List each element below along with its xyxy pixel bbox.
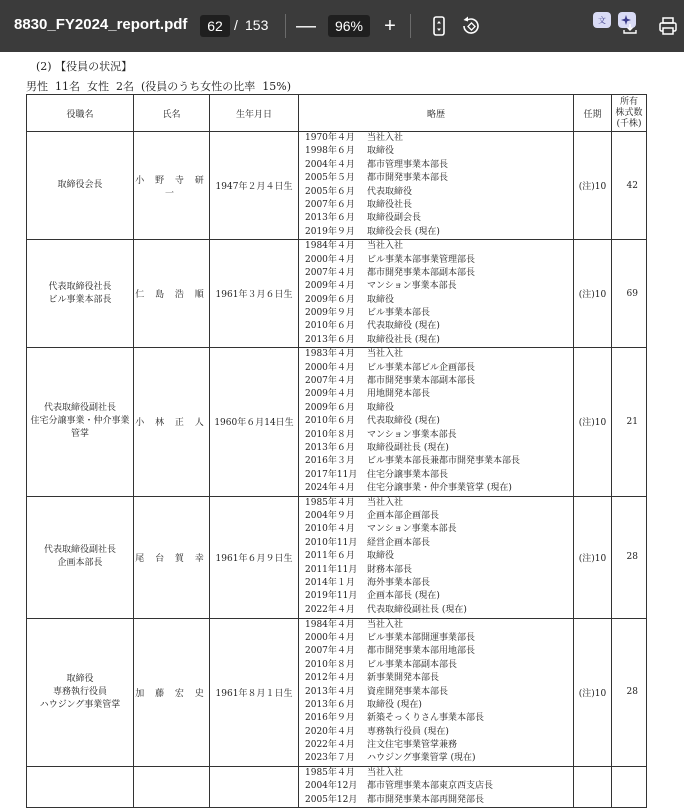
history-date: 1985年４月 [305,497,355,508]
history-event: 財務本部長 [367,564,413,575]
history-entry [305,320,573,333]
history-entry [305,767,573,780]
history-event: 取締役 [367,294,395,305]
role-line: ビル事業本部長 [48,294,112,305]
header-role: 役職名 [27,95,134,132]
history-event: 用地開発本部長 [367,389,431,400]
history-date: 2004年９月 [305,510,355,521]
svg-text:文: 文 [598,16,606,25]
cell-name: 仁 島 浩 順 [134,240,210,348]
history-event: 代表取締役 [367,186,413,197]
cell-history [299,132,574,240]
history-date: 1998年６月 [305,146,355,157]
history-entry [305,362,573,375]
history-event: 専務執行役員 (現在) [367,726,449,737]
history-entry [305,294,573,307]
history-date: 2004年12月 [305,781,358,792]
table-row [27,766,647,807]
history-event: 当社入社 [367,349,404,360]
history-entry [305,145,573,158]
history-entry [305,348,573,361]
history-event: ビル事業本部事業管理部長 [367,254,476,265]
cell-role [27,348,134,496]
history-date: 2022年４月 [305,604,355,615]
history-entry [305,186,573,199]
history-date: 2009年４月 [305,389,355,400]
toolbar-divider [410,14,411,38]
history-date: 2007年６月 [305,199,355,210]
history-entry [305,659,573,672]
cell-name: 小 林 正 人 [134,348,210,496]
history-event: 都市開発事業本部長 [367,173,449,184]
cell-birth-date [210,766,299,807]
history-entry [305,199,573,212]
history-date: 2019年９月 [305,226,355,237]
history-entry [305,699,573,712]
history-event: 都市開発事業本部副本部長 [367,267,476,278]
pdf-toolbar [0,0,684,52]
history-date: 2010年８月 [305,659,355,670]
cell-birth-date: 1961年８月１日生 [210,618,299,766]
cell-name: 尾 台 賀 幸 [134,496,210,618]
history-entry [305,442,573,455]
history-date: 2010年４月 [305,524,355,535]
history-event: 取締役会長 (現在) [367,226,440,237]
history-entry [305,267,573,280]
print-icon[interactable] [657,15,679,37]
history-date: 2011年11月 [305,564,358,575]
role-line: 専務執行役員 [52,686,107,697]
history-date: 2007年４月 [305,646,355,657]
history-entry [305,739,573,752]
cell-role [27,240,134,348]
history-date: 2010年11月 [305,537,358,548]
history-event: マンション事業本部長 [367,429,457,440]
history-date: 2013年４月 [305,686,355,697]
history-entry [305,415,573,428]
history-event: 資産開発事業本部長 [367,686,449,697]
history-date: 2012年４月 [305,673,355,684]
history-event: 当社入社 [367,619,404,630]
cell-term: (注)10 [574,132,612,240]
cell-shares: 21 [612,348,647,496]
cell-role [27,766,134,807]
history-event: 都市開発事業本部用地部長 [367,646,476,657]
history-date: 2007年４月 [305,267,355,278]
table-row [27,348,647,496]
history-event: 都市管理事業本部長 [367,159,449,170]
history-date: 1970年４月 [305,133,355,143]
history-entry [305,132,573,145]
history-date: 1985年４月 [305,767,355,778]
cell-birth-date: 1961年３月６日生 [210,240,299,348]
history-entry [305,375,573,388]
history-event: 取締役副社長 (現在) [367,442,449,453]
cell-term: (注)10 [574,496,612,618]
history-event: 新築そっくりさん事業本部長 [367,713,485,724]
cell-history [299,348,574,496]
history-date: 2024年４月 [305,483,355,494]
history-event: ビル事業本部開運事業部長 [367,632,476,643]
history-date: 2000年４月 [305,254,355,265]
history-date: 2014年１月 [305,577,355,588]
table-header-row [27,95,647,132]
page-number-input[interactable]: 62 [200,15,230,37]
history-entry [305,388,573,401]
history-event: 企画本部長 (現在) [367,591,440,602]
document-page [0,52,684,805]
history-date: 2005年５月 [305,173,355,184]
role-line: 代表取締役社長 [48,281,112,292]
history-date: 2007年４月 [305,376,355,387]
history-event: 新事業開発本部長 [367,673,440,684]
cell-role [27,618,134,766]
history-entry [305,550,573,563]
history-event: 都市管理事業本部東京西支店長 [367,781,494,792]
history-entry [305,280,573,293]
history-entry [305,726,573,739]
cell-role [27,496,134,618]
history-entry [305,686,573,699]
history-entry [305,604,573,617]
history-event: 取締役 [367,146,395,157]
history-entry [305,712,573,725]
cell-birth-date: 1961年６月９日生 [210,496,299,618]
page-separator: / [234,17,238,33]
history-entry [305,632,573,645]
history-event: 当社入社 [367,767,404,778]
history-entry [305,469,573,482]
history-date: 2010年６月 [305,321,355,332]
history-event: 取締役副会長 [367,213,422,224]
history-entry [305,212,573,225]
zoom-level-input[interactable]: 96% [328,15,370,37]
history-entry [305,672,573,685]
history-event: ハウジング事業管掌 (現在) [367,753,476,764]
history-date: 2013年６月 [305,699,355,710]
history-entry [305,564,573,577]
history-event: 取締役社長 (現在) [367,334,440,345]
history-event: 取締役 [367,551,395,562]
download-icon[interactable] [622,22,644,44]
history-entry [305,537,573,550]
cell-history [299,766,574,807]
cell-shares: 28 [612,618,647,766]
history-date: 2000年４月 [305,362,355,373]
history-entry [305,780,573,793]
section-heading: (2) 【役員の状況】 [36,60,133,73]
history-date: 2017年11月 [305,469,358,480]
history-event: 都市開発事業本部再開発部長 [367,794,485,805]
cell-history [299,240,574,348]
history-date: 2005年６月 [305,186,355,197]
cell-role [27,132,134,240]
cell-name [134,766,210,807]
history-event: 取締役 (現在) [367,699,422,710]
history-entry [305,752,573,765]
cell-shares: 28 [612,496,647,618]
role-line: 管掌 [70,429,89,440]
role-line: 住宅分譲事業・仲介事業 [30,416,130,427]
cell-name: 小 野 寺 研 一 [134,132,210,240]
cell-shares [612,766,647,807]
history-date: 2009年６月 [305,402,355,413]
history-date: 2011年６月 [305,551,355,562]
role-line: 企画本部長 [57,558,103,569]
cell-term [574,766,612,807]
history-event: マンション事業本部長 [367,281,457,292]
role-line: 代表取締役副社長 [43,545,116,556]
history-entry [305,254,573,267]
history-event: 代表取締役 (現在) [367,416,440,427]
history-event: 住宅分譲事業・仲介事業管掌 (現在) [367,483,512,494]
history-date: 2000年４月 [305,632,355,643]
history-date: 2009年６月 [305,294,355,305]
header-term: 任期 [574,95,612,132]
history-entry [305,619,573,632]
history-entry [305,226,573,239]
cell-term: (注)10 [574,240,612,348]
history-date: 1984年４月 [305,619,355,630]
table-row [27,240,647,348]
history-date: 2016年９月 [305,713,355,724]
history-event: ビル事業本部副本部長 [367,659,458,670]
history-event: ビル事業本部長 [367,308,431,319]
history-date: 2013年６月 [305,442,355,453]
history-entry [305,497,573,510]
toolbar-divider [285,14,286,38]
history-date: 2009年４月 [305,281,355,292]
history-entry [305,577,573,590]
table-row [27,496,647,618]
history-event: 注文住宅事業管掌兼務 [367,740,458,751]
cell-history [299,618,574,766]
rotate-icon[interactable] [460,15,482,37]
history-entry [305,794,573,807]
zoom-in-button[interactable]: + [384,15,396,37]
officers-table [26,94,647,808]
history-date: 2016年３月 [305,456,355,467]
total-pages: 153 [245,17,269,33]
file-name: 8830_FY2024_report.pdf [14,16,188,33]
cell-term: (注)10 [574,348,612,496]
history-event: 経営企画本部長 [367,537,431,548]
history-event: 都市開発事業本部副本部長 [367,376,476,387]
cell-shares: 42 [612,132,647,240]
fit-page-icon[interactable] [428,15,450,37]
history-date: 1984年４月 [305,241,355,252]
table-row [27,618,647,766]
history-date: 2005年12月 [305,794,358,805]
history-event: 取締役 [367,402,395,413]
history-event: 当社入社 [367,133,404,143]
table-row [27,132,647,240]
header-history: 略歴 [299,95,574,132]
history-date: 2020年４月 [305,726,355,737]
header-name: 氏名 [134,95,210,132]
role-line: 取締役 [66,673,94,684]
role-line: ハウジング事業管掌 [39,699,121,710]
history-event: 代表取締役 (現在) [367,321,440,332]
cell-name: 加 藤 宏 史 [134,618,210,766]
history-date: 2022年４月 [305,740,355,751]
history-event: 当社入社 [367,241,404,252]
history-event: 海外事業本部長 [367,577,431,588]
gender-summary: 男性 11名 女性 2名 (役員のうち女性の比率 15%) [26,80,291,93]
cell-birth-date: 1947年２月４日生 [210,132,299,240]
history-event: 住宅分譲事業本部長 [367,469,449,480]
zoom-out-button[interactable]: — [296,15,316,37]
history-entry [305,455,573,468]
history-event: マンション事業本部長 [367,524,457,535]
cell-term: (注)10 [574,618,612,766]
history-event: ビル事業本部ビル企画部長 [367,362,476,373]
history-event: 企画本部企画部長 [367,510,440,521]
history-date: 2010年６月 [305,416,355,427]
history-entry [305,645,573,658]
history-event: ビル事業本部長兼都市開発事業本部長 [367,456,521,467]
role-line: 取締役会長 [57,180,103,191]
history-entry [305,510,573,523]
history-entry [305,240,573,253]
history-date: 1983年４月 [305,349,355,360]
history-entry [305,307,573,320]
cell-birth-date: 1960年６月14日生 [210,348,299,496]
history-entry [305,429,573,442]
history-entry [305,172,573,185]
history-entry [305,482,573,495]
history-date: 2013年６月 [305,213,355,224]
history-event: 取締役社長 [367,199,413,210]
history-event: 代表取締役副社長 (現在) [367,604,467,615]
history-entry [305,159,573,172]
history-date: 2019年11月 [305,591,358,602]
history-entry [305,402,573,415]
history-date: 2013年６月 [305,334,355,345]
role-line: 代表取締役副社長 [43,403,116,414]
cell-shares: 69 [612,240,647,348]
cell-history [299,496,574,618]
history-date: 2023年７月 [305,753,355,764]
translate-icon[interactable] [592,11,614,33]
header-birth: 生年月日 [210,95,299,132]
history-event: 当社入社 [367,497,404,508]
history-date: 2004年４月 [305,159,355,170]
header-shares: 所有 株式数 (千株) [612,95,647,132]
history-entry [305,523,573,536]
history-entry [305,590,573,603]
history-date: 2010年８月 [305,429,355,440]
history-date: 2009年９月 [305,308,355,319]
history-entry [305,334,573,347]
